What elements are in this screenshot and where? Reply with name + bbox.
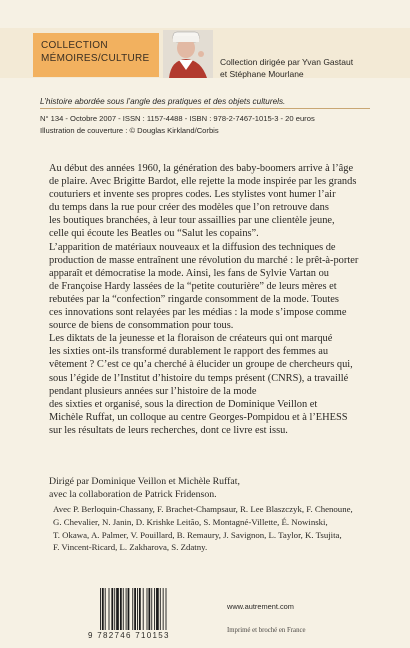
publication-meta — [40, 113, 315, 137]
collection-label-line2: MÉMOIRES/CULTURE — [41, 53, 150, 64]
collection-tagline: L’histoire abordée sous l’angle des pratiques et des objets culturels. — [40, 97, 286, 106]
editors-credit — [49, 475, 384, 501]
summary-paragraph-1: Au début des années 1960, la génération des baby-boomers arrive à l’âge de plaire. Avec Brigitte Bardot, elle rejette la mode inspirée par les grands couturiers et invente ses propres codes. Les stylistes vont humer l’air du temps dans la rue pour créer des modèles que l’on retrouve dans les boutiques branchées, à leur tour assaillies par une clientèle jeune, celle qui écoute les Beatles ou “Salut les copains”. — [49, 163, 357, 240]
publication-meta-line1: N° 134 - Octobre 2007 - ISSN : 1157-4488 - ISBN : 978-2-7467-1015-3 - 20 euros — [40, 114, 315, 123]
collection-directors — [220, 56, 353, 80]
printed-in-france: Imprimé et broché en France — [227, 627, 306, 634]
cover-illustration-thumbnail — [163, 30, 213, 78]
isbn-barcode — [98, 588, 198, 630]
direction-line2: et Stéphane Mourlane — [220, 69, 304, 79]
editors-line1: Dirigé par Dominique Veillon et Michèle Ruffat, — [49, 476, 240, 487]
cover-credit: Illustration de couverture : © Douglas Kirkland/Corbis — [40, 126, 219, 135]
editors-line2: avec la collaboration de Patrick Fridenson. — [49, 489, 217, 500]
direction-line1: Collection dirigée par Yvan Gastaut — [220, 57, 354, 67]
divider — [40, 108, 370, 109]
collection-label-line1: COLLECTION — [41, 40, 108, 51]
barcode-number: 9 782746 710153 — [88, 631, 170, 640]
contributors-list: Avec P. Berloquin-Chassany, F. Brachet-Champsaur, R. Lee Blaszczyk, F. Chenoune, G. Chevalier, N. Janin, D. Krishke Leitão, S. Montagné-Villette, É. Nowinski, T. Okawa, A. Palmer, V. Pouillard, B. Remaury, J. Savignon, L. Taylor, K. Tsujita, F. Vincent-Ricard, L. Zakharova, S. Zdatny. — [53, 504, 353, 553]
back-cover-summary — [49, 162, 384, 437]
summary-paragraph-2: L’apparition de matériaux nouveaux et la diffusion des techniques de production de masse entraînent une révolution du marché : le prêt-à-porter apparaît et démocratise la mode. Ainsi, les fans de Sylvie Vartan ou de Françoise Hardy lassées de la “petite couturière” de leurs mères et rebutées par la “confection” ringarde consomment de la mode. Toutes ces innovations sont relayées par les médias : la mode s’impose comme source de biens de consommation pour tous. — [49, 241, 359, 332]
publisher-website: www.autrement.com — [227, 602, 294, 611]
summary-paragraph-3: Les diktats de la jeunesse et la floraison de créateurs qui ont marqué les sixties ont-ils transformé durablement le rapport des femmes au vêtement ? C’est ce qu’a cherché à élucider un groupe de chercheurs qui, sous l’égide de l’Institut d’histoire du temps présent (CNRS), a travaillé pendant plusieurs années sur l’histoire de la mode des sixties et organisé, sous la direction de Dominique Veillon et Michèle Ruffat, un colloque au centre Georges-Pompidou et à l’EHESS sur les résultats de leurs recherches, dont ce livre est issu. — [49, 333, 353, 436]
collection-label-box — [33, 33, 159, 77]
